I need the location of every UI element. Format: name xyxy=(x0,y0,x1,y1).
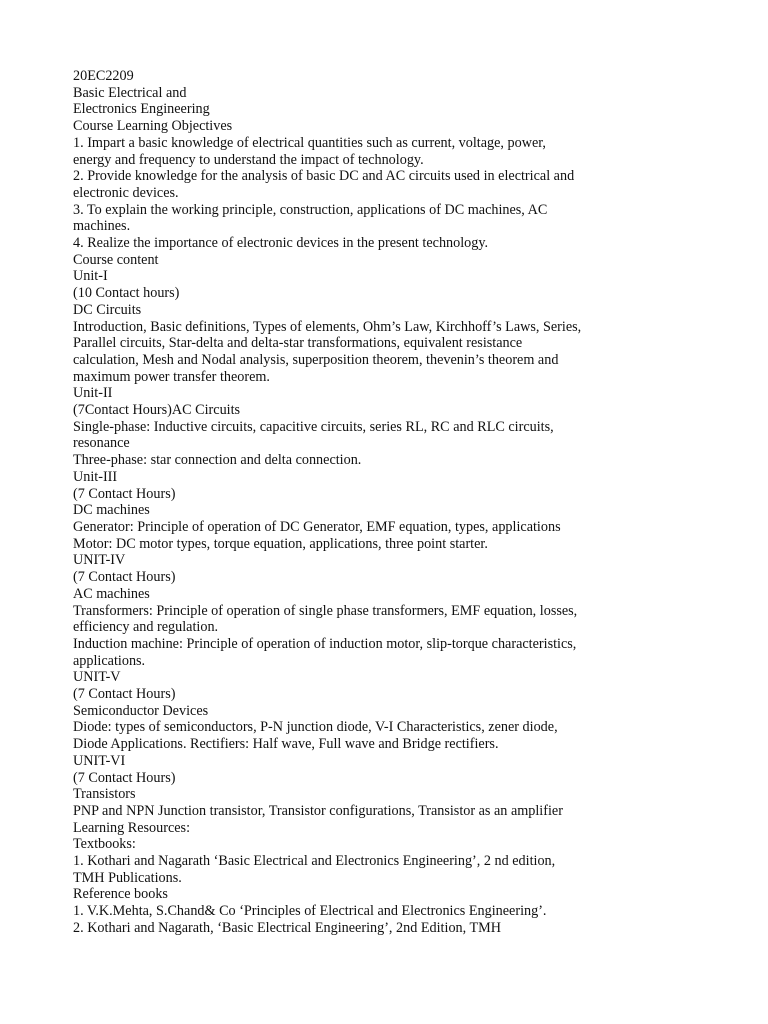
unit-2-heading: Unit-II xyxy=(73,385,113,402)
unit-6-heading: UNIT-VI xyxy=(73,752,126,769)
unit-4-heading: UNIT-IV xyxy=(73,552,126,569)
course-title-line-1: Basic Electrical and xyxy=(73,84,187,101)
unit-5-topic: Semiconductor Devices xyxy=(73,702,209,719)
unit-6-hours: (7 Contact Hours) xyxy=(73,769,176,786)
document-page xyxy=(73,68,713,937)
unit-5-body-line-2: Diode Applications. Rectifiers: Half wave, Full wave and Bridge rectifiers. xyxy=(73,736,499,753)
unit-1-heading: Unit-I xyxy=(73,268,108,285)
unit-3-heading: Unit-III xyxy=(73,468,118,485)
unit-3-body-line-2: Motor: DC motor types, torque equation, applications, three point starter. xyxy=(73,535,488,552)
objective-1-line-2: energy and frequency to understand the impact of technology. xyxy=(73,151,424,168)
objective-1-line-1: 1. Impart a basic knowledge of electrical quantities such as current, voltage, power, xyxy=(73,134,546,151)
textbook-1-line-1: 1. Kothari and Nagarath ‘Basic Electrical and Electronics Engineering’, 2 nd edition, xyxy=(73,853,556,870)
textbooks-heading: Textbooks: xyxy=(73,836,136,853)
unit-3-hours: (7 Contact Hours) xyxy=(73,485,176,502)
objective-2-line-2: electronic devices. xyxy=(73,184,179,201)
unit-2-body-line-1: Single-phase: Inductive circuits, capacitive circuits, series RL, RC and RLC circuits, xyxy=(73,418,554,435)
textbook-1-line-2: TMH Publications. xyxy=(73,869,182,886)
objective-4: 4. Realize the importance of electronic devices in the present technology. xyxy=(73,235,489,252)
unit-1-topic: DC Circuits xyxy=(73,301,142,318)
unit-1-hours: (10 Contact hours) xyxy=(73,285,180,302)
unit-6-topic: Transistors xyxy=(73,786,136,803)
unit-4-body-line-3: Induction machine: Principle of operation of induction motor, slip-torque characteristics, xyxy=(73,635,577,652)
unit-4-hours: (7 Contact Hours) xyxy=(73,569,176,586)
objective-3-line-1: 3. To explain the working principle, construction, applications of DC machines, AC xyxy=(73,201,548,218)
unit-6-body-line-1: PNP and NPN Junction transistor, Transistor configurations, Transistor as an amplifier xyxy=(73,802,563,819)
unit-2-body-line-3: Three-phase: star connection and delta connection. xyxy=(73,452,362,469)
learning-resources-heading: Learning Resources: xyxy=(73,819,191,836)
unit-2-body-line-2: resonance xyxy=(73,435,130,452)
unit-4-topic: AC machines xyxy=(73,585,150,602)
unit-1-body-line-2: Parallel circuits, Star-delta and delta-star transformations, equivalent resistance xyxy=(73,335,523,352)
course-title-line-2: Electronics Engineering xyxy=(73,101,210,118)
reference-1: 1. V.K.Mehta, S.Chand& Co ‘Principles of Electrical and Electronics Engineering’. xyxy=(73,903,547,920)
course-content-heading: Course content xyxy=(73,251,159,268)
unit-5-body-line-1: Diode: types of semiconductors, P-N junction diode, V-I Characteristics, zener diode, xyxy=(73,719,558,736)
unit-5-heading: UNIT-V xyxy=(73,669,121,686)
unit-1-body-line-1: Introduction, Basic definitions, Types of elements, Ohm’s Law, Kirchhoff’s Laws, Series, xyxy=(73,318,582,335)
unit-5-hours: (7 Contact Hours) xyxy=(73,686,176,703)
objective-3-line-2: machines. xyxy=(73,218,131,235)
objective-2-line-1: 2. Provide knowledge for the analysis of basic DC and AC circuits used in electrical and xyxy=(73,168,575,185)
reference-books-heading: Reference books xyxy=(73,886,168,903)
course-code: 20EC2209 xyxy=(73,68,134,84)
unit-1-body-line-4: maximum power transfer theorem. xyxy=(73,368,270,385)
unit-1-body-line-3: calculation, Mesh and Nodal analysis, superposition theorem, thevenin’s theorem and xyxy=(73,351,559,368)
reference-2: 2. Kothari and Nagarath, ‘Basic Electrical Engineering’, 2nd Edition, TMH xyxy=(73,919,501,936)
unit-2-hours-topic: (7Contact Hours)AC Circuits xyxy=(73,402,241,419)
unit-4-body-line-1: Transformers: Principle of operation of single phase transformers, EMF equation, losses, xyxy=(73,602,578,619)
unit-3-topic: DC machines xyxy=(73,502,150,519)
objectives-heading: Course Learning Objectives xyxy=(73,118,233,135)
unit-3-body-line-1: Generator: Principle of operation of DC Generator, EMF equation, types, applications xyxy=(73,518,561,535)
unit-4-body-line-4: applications. xyxy=(73,652,146,669)
unit-4-body-line-2: efficiency and regulation. xyxy=(73,619,219,636)
